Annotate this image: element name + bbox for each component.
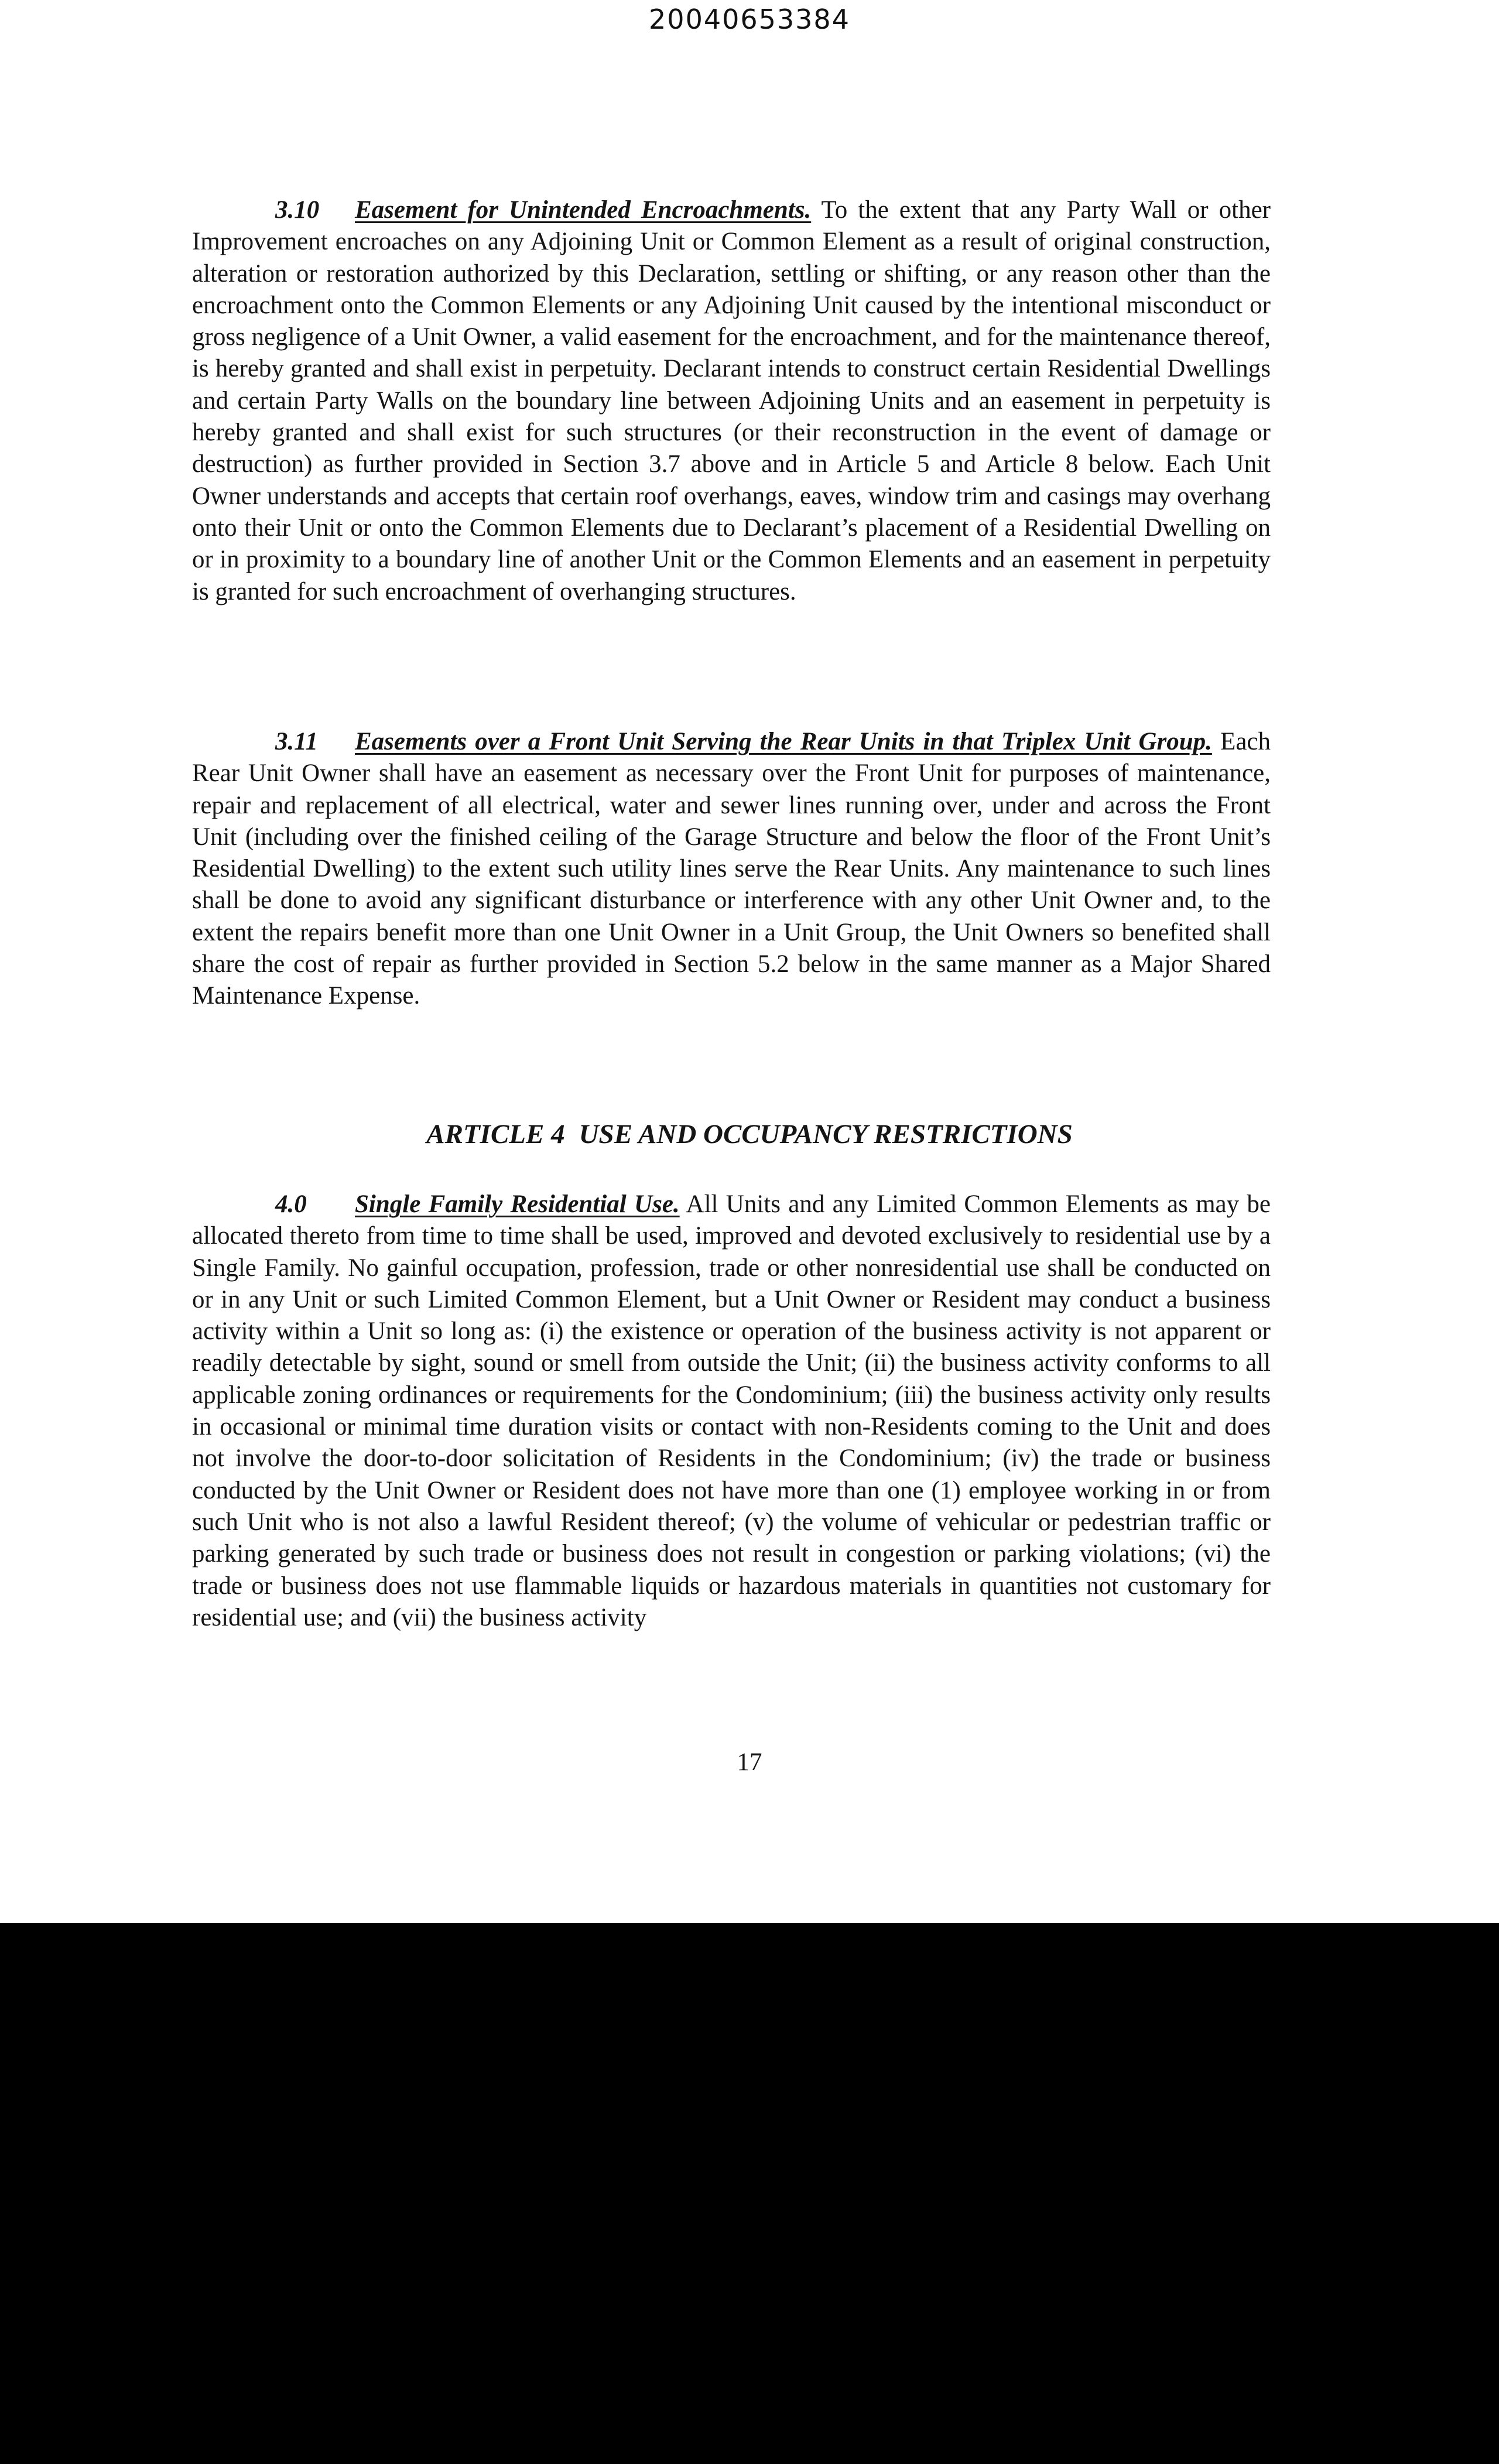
article-heading — [0, 1118, 1499, 1150]
section-body: To the extent that any Party Wall or other Improvement encroaches on any Adjoining Unit or Common Element as a result of original construction, alteration or restoration authorized by this Declaration, settling or shifting, or any reason other than the encroachment onto the Common Elements or any Adjoining Unit caused by the intentional misconduct or gross negligence of a Unit Owner, a valid easement for the encroachment, and for the maintenance thereof, is hereby granted and shall exist in perpetuity. Declarant intends to construct certain Residential Dwellings and certain Party Walls on the boundary line between Adjoining Units and an easement in perpetuity is hereby granted and shall exist for such structures (or their reconstruction in the event of damage or destruction) as further provided in Section 3.7 above and in Article 5 and Article 8 below. Each Unit Owner understands and accepts that certain roof overhangs, eaves, window trim and casings may overhang onto their Unit or onto the Common Elements due to Declarant’s placement of a Residential Dwelling on or in proximity to a boundary line of another Unit or the Common Elements and an easement in perpetuity is granted for such encroachment of overhanging structures. — [192, 196, 1271, 605]
section-title: Single Family Residential Use. — [355, 1190, 680, 1218]
article-title: USE AND OCCUPANCY RESTRICTIONS — [579, 1119, 1073, 1149]
document-number: 20040653384 — [649, 4, 850, 35]
section-number: 4.0 — [275, 1190, 307, 1218]
section-4-0-paragraph — [192, 1189, 1271, 1634]
section-3-11-paragraph — [192, 726, 1271, 1012]
section-number: 3.11 — [275, 728, 318, 755]
scan-border — [0, 1923, 1499, 2464]
section-title: Easement for Unintended Encroachments. — [355, 196, 812, 224]
section-body: Each Rear Unit Owner shall have an easement as necessary over the Front Unit for purposes of maintenance, repair and replacement of all electrical, water and sewer lines running over, under and across the Front Unit (including over the finished ceiling of the Garage Structure and below the floor of the Front Unit’s Residential Dwelling) to the extent such utility lines serve the Rear Units. Any maintenance to such lines shall be done to avoid any significant disturbance or interference with any other Unit Owner and, to the extent the repairs benefit more than one Unit Owner in a Unit Group, the Unit Owners so benefited shall share the cost of repair as further provided in Section 5.2 below in the same manner as a Major Shared Maintenance Expense. — [192, 728, 1271, 1010]
section-body: All Units and any Limited Common Elements as may be allocated thereto from time to time shall be used, improved and devoted exclusively to residential use by a Single Family. No gainful occupation, profession, trade or other nonresidential use shall be conducted on or in any Unit or such Limited Common Element, but a Unit Owner or Resident may conduct a business activity within a Unit so long as: (i) the existence or operation of the business activity is not apparent or readily detectable by sight, sound or smell from outside the Unit; (ii) the business activity conforms to all applicable zoning ordinances or requirements for the Condominium; (iii) the business activity only results in occasional or minimal time duration visits or contact with non-Residents coming to the Unit and does not involve the door-to-door solicitation of Residents in the Condominium; (iv) the trade or business conducted by the Unit Owner or Resident does not have more than one (1) employee working in or from such Unit who is not also a lawful Resident thereof; (v) the volume of vehicular or pedestrian traffic or parking generated by such trade or business does not result in congestion or parking violations; (vi) the trade or business does not use flammable liquids or hazardous materials in quantities not customary for residential use; and (vii) the business activity — [192, 1190, 1271, 1631]
section-number: 3.10 — [275, 196, 320, 224]
section-3-10-paragraph — [192, 194, 1271, 608]
section-title: Easements over a Front Unit Serving the Rear Units in that Triplex Unit Group. — [355, 728, 1212, 755]
page-number: 17 — [737, 1748, 762, 1776]
article-label: ARTICLE 4 — [426, 1119, 565, 1149]
